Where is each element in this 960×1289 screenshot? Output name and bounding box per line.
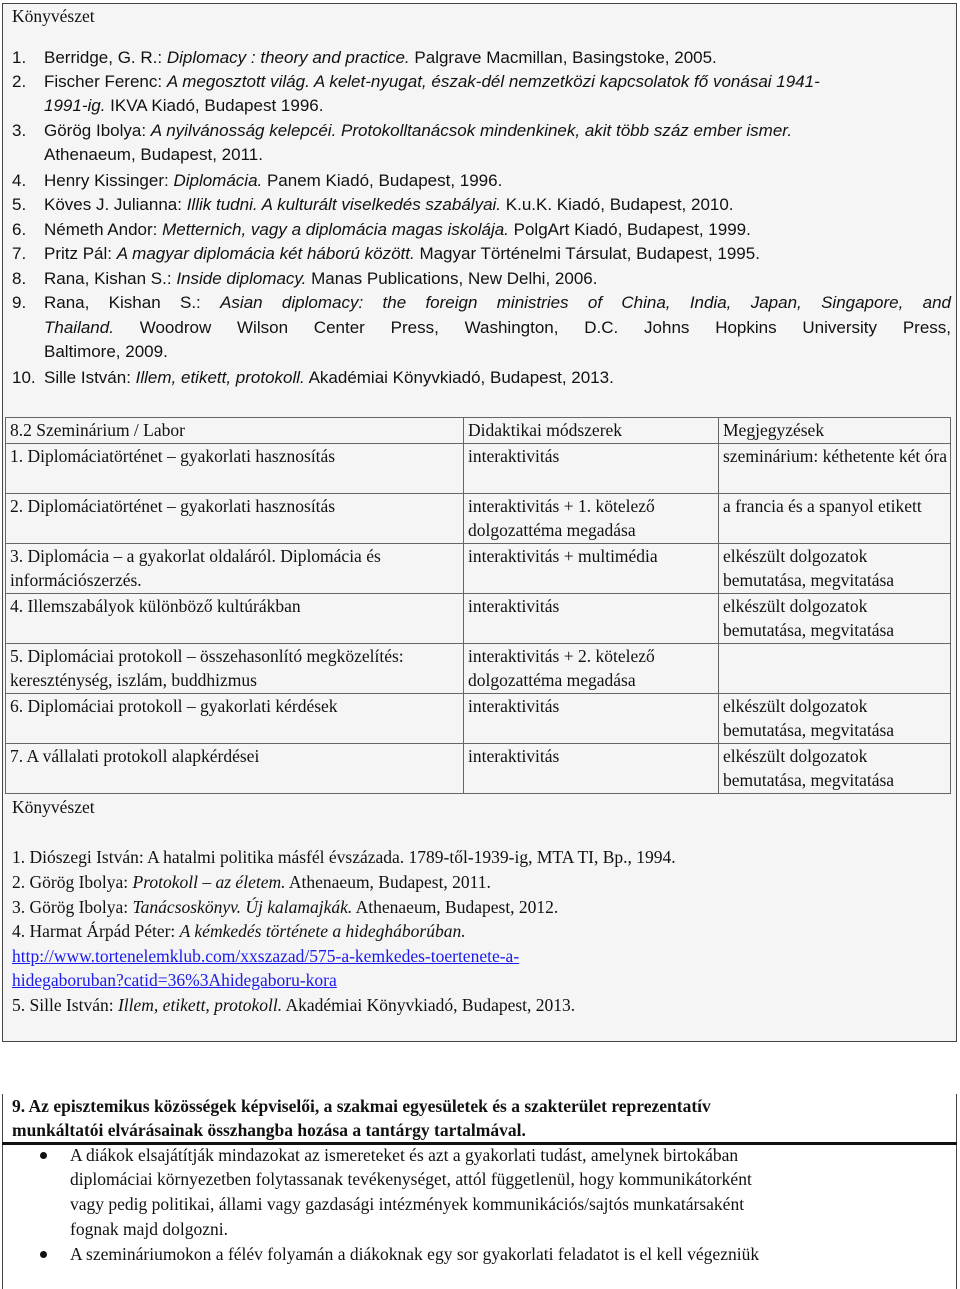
cell-notes: elkészült dolgozatok bemutatása, megvitatása [719, 593, 951, 643]
ref-number: 6. [12, 220, 27, 239]
ref-text: Köves J. Julianna: [44, 195, 187, 214]
cell-methods: interaktivitás + 1. kötelező dolgozattéma megadása [464, 493, 719, 543]
ref-line [44, 94, 323, 118]
table-row [6, 493, 951, 543]
ref-title: Illem, etikett, protokoll. [117, 995, 283, 1015]
ref-text: Athenaeum, Budapest, 2011. [44, 145, 263, 164]
ref-title: Protokoll – az életem. [132, 872, 286, 892]
bullet-1-line-2: diplomáciai környezetben folytassanak tevékenységet, attól függetlenül, hogy kommunikátorként [70, 1169, 752, 1189]
ref-title: A megosztott világ. A kelet-nyugat, észak-dél nemzetközi kapcsolatok fő vonásai 1941- [166, 72, 820, 91]
cell-topic: 2. Diplomáciatörténet – gyakorlati hasznosítás [6, 493, 464, 543]
cell-topic: 5. Diplomáciai protokoll – összehasonlító megközelítés: kereszténység, iszlám, buddhizmus [6, 643, 464, 693]
ref-text: Baltimore, 2009. [44, 342, 168, 361]
ref-line [44, 242, 760, 266]
table-header-methods: Didaktikai módszerek [464, 418, 719, 444]
table-header-row [6, 418, 951, 444]
table-header-topic: 8.2 Szeminárium / Labor [6, 418, 464, 444]
ref-line [44, 143, 263, 167]
ref-text: Palgrave Macmillan, Basingstoke, 2005. [409, 48, 717, 67]
ref-number: 7. [12, 244, 27, 263]
ref-text: Panem Kiadó, Budapest, 1996. [262, 171, 503, 190]
ref-title: A nyilvánosság kelepcéi. Protokolltanácsok mindenkinek, akit több száz ember ismer. [150, 121, 793, 140]
cell-methods: interaktivitás + 2. kötelező dolgozattéma megadása [464, 643, 719, 693]
table-row [6, 693, 951, 743]
ref-text: Henry Kissinger: [44, 171, 174, 190]
ref-number: 9. [12, 293, 27, 312]
bullet-2-line-1: A szemináriumokon a félév folyamán a diákoknak egy sor gyakorlati feladatot is el kell végezniük [70, 1244, 760, 1264]
ref-text: Manas Publications, New Delhi, 2006. [306, 269, 598, 288]
section-9-title-line2: munkáltatói elvárásainak összhangba hozása a tantárgy tartalmával. [12, 1120, 526, 1140]
ref-text: Rana, Kishan S.: [44, 269, 177, 288]
cell-methods: interaktivitás + multimédia [464, 543, 719, 593]
ref-number: 2. [12, 72, 27, 91]
cell-notes: a francia és a spanyol etikett [719, 493, 951, 543]
bibliography-heading: Könyvészet [12, 6, 95, 26]
bibliography-heading-2: Könyvészet [12, 797, 95, 817]
ref-title: Inside diplomacy. [176, 269, 307, 288]
ref-text: Akadémiai Könyvkiadó, Budapest, 2013. [304, 368, 614, 387]
ref-link[interactable]: http://www.tortenelemklub.com/xxszazad/575-a-kemkedes-toertenete-a- [12, 946, 520, 966]
ref-link[interactable]: hidegaboruban?catid=36%3Ahidegaboru-kora [12, 970, 337, 990]
ref-line [44, 316, 951, 340]
ref-text: 5. Sille István: [12, 995, 118, 1015]
ref-text: IKVA Kiadó, Budapest 1996. [105, 96, 324, 115]
ref-line [12, 845, 676, 869]
ref-text: 3. Görög Ibolya: [12, 897, 133, 917]
ref-title: Thailand. [44, 318, 114, 337]
cell-notes: elkészült dolgozatok bemutatása, megvitatása [719, 543, 951, 593]
cell-notes [719, 643, 951, 693]
ref-text: Akadémiai Könyvkiadó, Budapest, 2013. [282, 995, 576, 1015]
ref-title: A kémkedés története a hidegháborúban. [179, 921, 466, 941]
ref-line [12, 993, 575, 1017]
ref-title: Illem, etikett, protokoll. [135, 368, 305, 387]
ref-number: 5. [12, 195, 27, 214]
bullet-icon [40, 1251, 47, 1258]
ref-line [44, 46, 717, 70]
bullet-1-line-4: fognak majd dolgozni. [70, 1219, 228, 1239]
cell-topic: 1. Diplomáciatörténet – gyakorlati hasznosítás [6, 443, 464, 493]
ref-title: Metternich, vagy a diplomácia magas iskolája. [162, 220, 509, 239]
ref-line [44, 291, 951, 315]
cell-notes: szeminárium: kéthetente két óra [719, 443, 951, 493]
ref-text: Németh Andor: [44, 220, 163, 239]
seminar-table [5, 417, 951, 794]
bullet-icon [40, 1152, 47, 1159]
ref-title: Tanácsoskönyv. Új kalamajkák. [132, 897, 353, 917]
ref-text: Woodrow Wilson Center Press, Washington, D.C. Johns Hopkins University Press, [113, 318, 951, 337]
ref-number: 10. [12, 368, 36, 387]
ref-text: Rana, Kishan S.: [44, 293, 221, 312]
ref-line [44, 218, 751, 242]
ref-text: 1. Diószegi István: A hatalmi politika másfél évszázada. 1789-től-1939-ig, MTA TI, Bp., 1994. [12, 847, 676, 867]
cell-methods: interaktivitás [464, 593, 719, 643]
ref-line [44, 70, 820, 94]
ref-text: 4. Harmat Árpád Péter: [12, 921, 180, 941]
ref-text: Athenaeum, Budapest, 2012. [352, 897, 559, 917]
ref-line [12, 870, 491, 894]
cell-topic: 7. A vállalati protokoll alapkérdései [6, 743, 464, 793]
ref-number: 8. [12, 269, 27, 288]
table-row [6, 643, 951, 693]
ref-text: Berridge, G. R.: [44, 48, 167, 67]
ref-text: PolgArt Kiadó, Budapest, 1999. [508, 220, 751, 239]
ref-text: 2. Görög Ibolya: [12, 872, 133, 892]
table-header-notes: Megjegyzések [719, 418, 951, 444]
ref-title: Diplomacy : theory and practice. [166, 48, 410, 67]
ref-text: K.u.K. Kiadó, Budapest, 2010. [501, 195, 734, 214]
cell-methods: interaktivitás [464, 443, 719, 493]
cell-methods: interaktivitás [464, 693, 719, 743]
ref-line [12, 895, 558, 919]
ref-line [44, 193, 734, 217]
ref-number: 4. [12, 171, 27, 190]
ref-title: A magyar diplomácia két háború között. [116, 244, 415, 263]
ref-text: Sille István: [44, 368, 136, 387]
ref-line [44, 169, 502, 193]
table-row [6, 543, 951, 593]
bullet-1-line-3: vagy pedig politikai, állami vagy gazdasági intézmények kommunikációs/sajtós munkatársaként [70, 1194, 745, 1214]
ref-number: 3. [12, 121, 27, 140]
ref-number: 1. [12, 48, 27, 67]
cell-topic: 3. Diplomácia – a gyakorlat oldaláról. Diplomácia és információszerzés. [6, 543, 464, 593]
ref-text: Magyar Történelmi Társulat, Budapest, 1995. [414, 244, 760, 263]
cell-topic: 6. Diplomáciai protokoll – gyakorlati kérdések [6, 693, 464, 743]
ref-text: Pritz Pál: [44, 244, 117, 263]
cell-notes: elkészült dolgozatok bemutatása, megvitatása [719, 693, 951, 743]
ref-text: Athenaeum, Budapest, 2011. [285, 872, 491, 892]
ref-line [12, 919, 466, 943]
ref-line [44, 267, 597, 291]
cell-topic: 4. Illemszabályok különböző kultúrákban [6, 593, 464, 643]
ref-text: Görög Ibolya: [44, 121, 151, 140]
bullet-1-line-1: A diákok elsajátítják mindazokat az ismereteket és azt a gyakorlati tudást, amelynek birtokában [70, 1145, 739, 1165]
ref-title: Diplomácia. [173, 171, 263, 190]
ref-line [44, 340, 168, 364]
ref-text: Fischer Ferenc: [44, 72, 167, 91]
cell-methods: interaktivitás [464, 743, 719, 793]
ref-title: Illik tudni. A kulturált viselkedés szabályai. [186, 195, 502, 214]
table-row [6, 443, 951, 493]
table-row [6, 593, 951, 643]
ref-title: 1991-ig. [44, 96, 106, 115]
ref-line [44, 366, 614, 390]
section-9-title-line1: 9. Az episztemikus közösségek képviselői, a szakmai egyesületek és a szakterület reprezentatív [12, 1096, 711, 1116]
ref-title: Asian diplomacy: the foreign ministries of China, India, Japan, Singapore, and [220, 293, 951, 312]
cell-notes: elkészült dolgozatok bemutatása, megvitatása [719, 743, 951, 793]
ref-line [44, 119, 792, 143]
table-row [6, 743, 951, 793]
